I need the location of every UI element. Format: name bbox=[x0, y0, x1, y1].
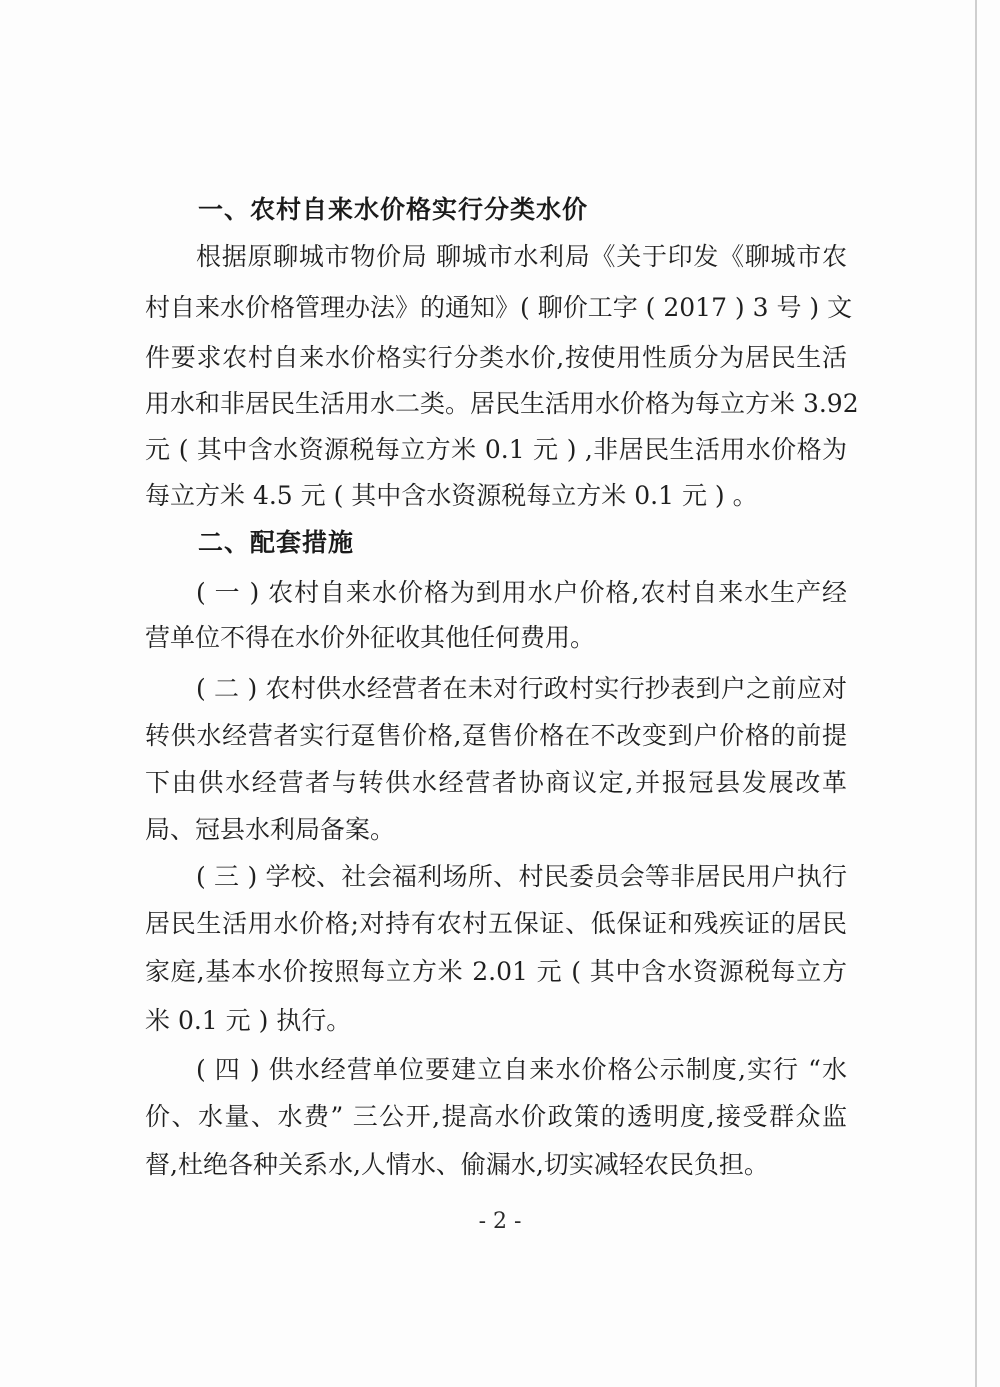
item-3-line-4: 米 0.1 元 ) 执行。 bbox=[145, 1006, 352, 1035]
item-2-line-4: 局、冠县水利局备案。 bbox=[145, 815, 396, 844]
item-1-line-1: ( 一 ) 农村自来水价格为到用水户价格,农村自来水生产经 bbox=[196, 578, 847, 607]
section-1-line-2: 村自来水价格管理办法》的通知》( 聊价工字 ( 2017 ) 3 号 ) 文 bbox=[145, 293, 853, 322]
section-1-line-1: 根据原聊城市物价局 聊城市水利局《关于印发《聊城市农 bbox=[196, 242, 847, 271]
section-1-line-4: 用水和非居民生活用水二类。居民生活用水价格为每立方米 3.92 bbox=[145, 389, 859, 418]
section-1-line-6: 每立方米 4.5 元 ( 其中含水资源税每立方米 0.1 元 ) 。 bbox=[145, 481, 758, 510]
item-1-line-2: 营单位不得在水价外征收其他任何费用。 bbox=[145, 623, 596, 652]
section-1-line-5: 元 ( 其中含水资源税每立方米 0.1 元 ) ,非居民生活用水价格为 bbox=[145, 435, 847, 464]
page-number: - 2 - bbox=[478, 1209, 522, 1234]
item-2-line-3: 下由供水经营者与转供水经营者协商议定,并报冠县发展改革 bbox=[145, 768, 847, 797]
item-2-line-2: 转供水经营者实行趸售价格,趸售价格在不改变到户价格的前提 bbox=[145, 721, 847, 750]
item-4-line-2: 价、水量、水费” 三公开,提高水价政策的透明度,接受群众监 bbox=[145, 1102, 847, 1131]
item-2-line-1: ( 二 ) 农村供水经营者在未对行政村实行抄表到户之前应对 bbox=[196, 674, 847, 703]
item-3-line-3: 家庭,基本水价按照每立方米 2.01 元 ( 其中含水资源税每立方 bbox=[145, 957, 847, 986]
item-3-line-1: ( 三 ) 学校、社会福利场所、村民委员会等非居民用户执行 bbox=[196, 862, 847, 891]
item-4-line-3: 督,杜绝各种关系水,人情水、偷漏水,切实减轻农民负担。 bbox=[145, 1150, 769, 1179]
section-1-line-3: 件要求农村自来水价格实行分类水价,按使用性质分为居民生活 bbox=[145, 343, 847, 372]
section-2-heading: 二、配套措施 bbox=[198, 528, 355, 557]
scan-edge-line bbox=[975, 0, 977, 1387]
section-1-heading: 一、农村自来水价格实行分类水价 bbox=[198, 195, 589, 224]
item-4-line-1: ( 四 ) 供水经营单位要建立自来水价格公示制度,实行 “水 bbox=[196, 1055, 847, 1084]
item-3-line-2: 居民生活用水价格;对持有农村五保证、低保证和残疾证的居民 bbox=[145, 909, 847, 938]
